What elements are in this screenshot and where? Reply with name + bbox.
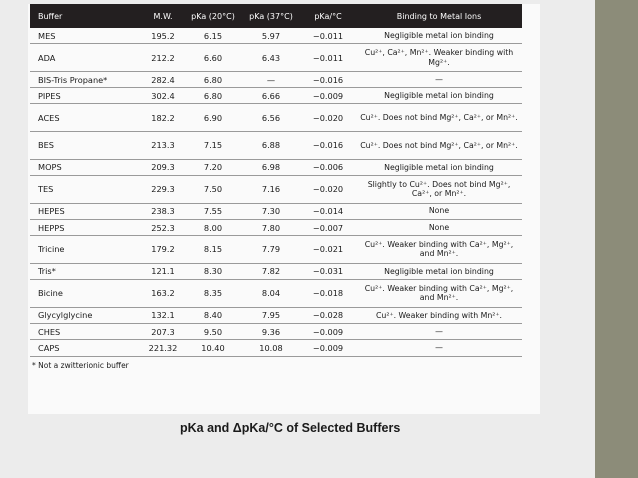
footnote: * Not a zwitterionic buffer — [32, 360, 129, 370]
dpka-cell: −0.020 — [300, 104, 356, 132]
mw-cell: 182.2 — [142, 104, 184, 132]
buffer-name-cell: Glycylglycine — [30, 307, 142, 323]
pka-37-cell: 6.43 — [242, 44, 300, 72]
table-row — [30, 340, 522, 356]
buffer-name-cell: ACES — [30, 104, 142, 132]
table-row — [30, 263, 522, 279]
binding-cell: Cu²⁺. Does not bind Mg²⁺, Ca²⁺, or Mn²⁺. — [356, 132, 522, 160]
dpka-cell: −0.009 — [300, 340, 356, 356]
pka-20-cell: 9.50 — [184, 323, 242, 339]
pka-20-cell: 6.80 — [184, 71, 242, 87]
mw-cell: 221.32 — [142, 340, 184, 356]
slide-caption: pKa and ΔpKa/°C of Selected Buffers — [180, 421, 401, 435]
buffer-name-cell: TES — [30, 175, 142, 203]
mw-cell: 121.1 — [142, 263, 184, 279]
table-row — [30, 219, 522, 235]
buffer-table — [30, 4, 522, 357]
dpka-cell: −0.016 — [300, 132, 356, 160]
binding-cell: Negligible metal ion binding — [356, 28, 522, 44]
mw-cell: 195.2 — [142, 28, 184, 44]
pka-37-cell: — — [242, 71, 300, 87]
pka-37-cell: 7.95 — [242, 307, 300, 323]
dpka-cell: −0.020 — [300, 175, 356, 203]
buffer-name-cell: MES — [30, 28, 142, 44]
pka-20-cell: 8.30 — [184, 263, 242, 279]
pka-37-cell: 6.98 — [242, 159, 300, 175]
header-pka-37: pKa (37°C) — [242, 4, 300, 28]
mw-cell: 238.3 — [142, 203, 184, 219]
table-row — [30, 71, 522, 87]
dpka-cell: −0.009 — [300, 88, 356, 104]
binding-cell: Slightly to Cu²⁺. Does not bind Mg²⁺, Ca²⁺, or Mn²⁺. — [356, 175, 522, 203]
dpka-cell: −0.006 — [300, 159, 356, 175]
pka-20-cell: 10.40 — [184, 340, 242, 356]
binding-cell: — — [356, 323, 522, 339]
binding-cell: Cu²⁺. Weaker binding with Mn²⁺. — [356, 307, 522, 323]
table-row — [30, 175, 522, 203]
pka-20-cell: 6.60 — [184, 44, 242, 72]
header-mw: M.W. — [142, 4, 184, 28]
buffer-name-cell: Tricine — [30, 236, 142, 264]
binding-cell: Negligible metal ion binding — [356, 159, 522, 175]
binding-cell: — — [356, 71, 522, 87]
table-row — [30, 28, 522, 44]
mw-cell: 209.3 — [142, 159, 184, 175]
binding-cell: Cu²⁺, Ca²⁺, Mn²⁺. Weaker binding with Mg²⁺. — [356, 44, 522, 72]
pka-37-cell: 9.36 — [242, 323, 300, 339]
pka-20-cell: 8.15 — [184, 236, 242, 264]
dpka-cell: −0.018 — [300, 280, 356, 308]
mw-cell: 179.2 — [142, 236, 184, 264]
right-accent-bar — [595, 0, 638, 478]
pka-37-cell: 5.97 — [242, 28, 300, 44]
pka-37-cell: 6.56 — [242, 104, 300, 132]
pka-37-cell: 7.30 — [242, 203, 300, 219]
table-row — [30, 44, 522, 72]
table-row — [30, 132, 522, 160]
table-row — [30, 307, 522, 323]
mw-cell: 207.3 — [142, 323, 184, 339]
pka-20-cell: 6.90 — [184, 104, 242, 132]
table-body — [30, 28, 522, 356]
pka-20-cell: 8.00 — [184, 219, 242, 235]
mw-cell: 229.3 — [142, 175, 184, 203]
binding-cell: Cu²⁺. Weaker binding with Ca²⁺, Mg²⁺, and Mn²⁺. — [356, 236, 522, 264]
table-row — [30, 280, 522, 308]
buffer-name-cell: BES — [30, 132, 142, 160]
header-dpka: pKa/°C — [300, 4, 356, 28]
pka-37-cell: 6.88 — [242, 132, 300, 160]
buffer-name-cell: ADA — [30, 44, 142, 72]
pka-37-cell: 7.82 — [242, 263, 300, 279]
mw-cell: 132.1 — [142, 307, 184, 323]
dpka-cell: −0.014 — [300, 203, 356, 219]
table-row — [30, 203, 522, 219]
table-row — [30, 88, 522, 104]
binding-cell: None — [356, 219, 522, 235]
mw-cell: 252.3 — [142, 219, 184, 235]
binding-cell: Cu²⁺. Weaker binding with Ca²⁺, Mg²⁺, and Mn²⁺. — [356, 280, 522, 308]
mw-cell: 302.4 — [142, 88, 184, 104]
dpka-cell: −0.009 — [300, 323, 356, 339]
dpka-cell: −0.016 — [300, 71, 356, 87]
pka-20-cell: 8.35 — [184, 280, 242, 308]
table-row — [30, 236, 522, 264]
buffer-name-cell: PIPES — [30, 88, 142, 104]
pka-20-cell: 7.55 — [184, 203, 242, 219]
dpka-cell: −0.031 — [300, 263, 356, 279]
binding-cell: — — [356, 340, 522, 356]
dpka-cell: −0.011 — [300, 28, 356, 44]
binding-cell: Cu²⁺. Does not bind Mg²⁺, Ca²⁺, or Mn²⁺. — [356, 104, 522, 132]
table-row — [30, 159, 522, 175]
dpka-cell: −0.011 — [300, 44, 356, 72]
pka-20-cell: 7.20 — [184, 159, 242, 175]
binding-cell: Negligible metal ion binding — [356, 263, 522, 279]
buffer-name-cell: CHES — [30, 323, 142, 339]
pka-37-cell: 10.08 — [242, 340, 300, 356]
pka-20-cell: 8.40 — [184, 307, 242, 323]
buffer-name-cell: Bicine — [30, 280, 142, 308]
pka-20-cell: 6.80 — [184, 88, 242, 104]
mw-cell: 163.2 — [142, 280, 184, 308]
pka-37-cell: 7.80 — [242, 219, 300, 235]
mw-cell: 212.2 — [142, 44, 184, 72]
buffer-name-cell: HEPPS — [30, 219, 142, 235]
pka-37-cell: 6.66 — [242, 88, 300, 104]
pka-20-cell: 6.15 — [184, 28, 242, 44]
dpka-cell: −0.021 — [300, 236, 356, 264]
buffer-name-cell: Tris* — [30, 263, 142, 279]
header-binding: Binding to Metal Ions — [356, 4, 522, 28]
buffer-name-cell: CAPS — [30, 340, 142, 356]
buffer-name-cell: HEPES — [30, 203, 142, 219]
buffer-name-cell: BIS-Tris Propane* — [30, 71, 142, 87]
pka-20-cell: 7.50 — [184, 175, 242, 203]
buffer-name-cell: MOPS — [30, 159, 142, 175]
mw-cell: 282.4 — [142, 71, 184, 87]
pka-37-cell: 8.04 — [242, 280, 300, 308]
table-row — [30, 323, 522, 339]
pka-37-cell: 7.79 — [242, 236, 300, 264]
pka-20-cell: 7.15 — [184, 132, 242, 160]
pka-37-cell: 7.16 — [242, 175, 300, 203]
header-pka-20: pKa (20°C) — [184, 4, 242, 28]
buffer-table-image — [28, 4, 540, 414]
header-buffer: Buffer — [30, 4, 142, 28]
table-row — [30, 104, 522, 132]
table-header-row — [30, 4, 522, 28]
dpka-cell: −0.028 — [300, 307, 356, 323]
dpka-cell: −0.007 — [300, 219, 356, 235]
binding-cell: None — [356, 203, 522, 219]
mw-cell: 213.3 — [142, 132, 184, 160]
binding-cell: Negligible metal ion binding — [356, 88, 522, 104]
